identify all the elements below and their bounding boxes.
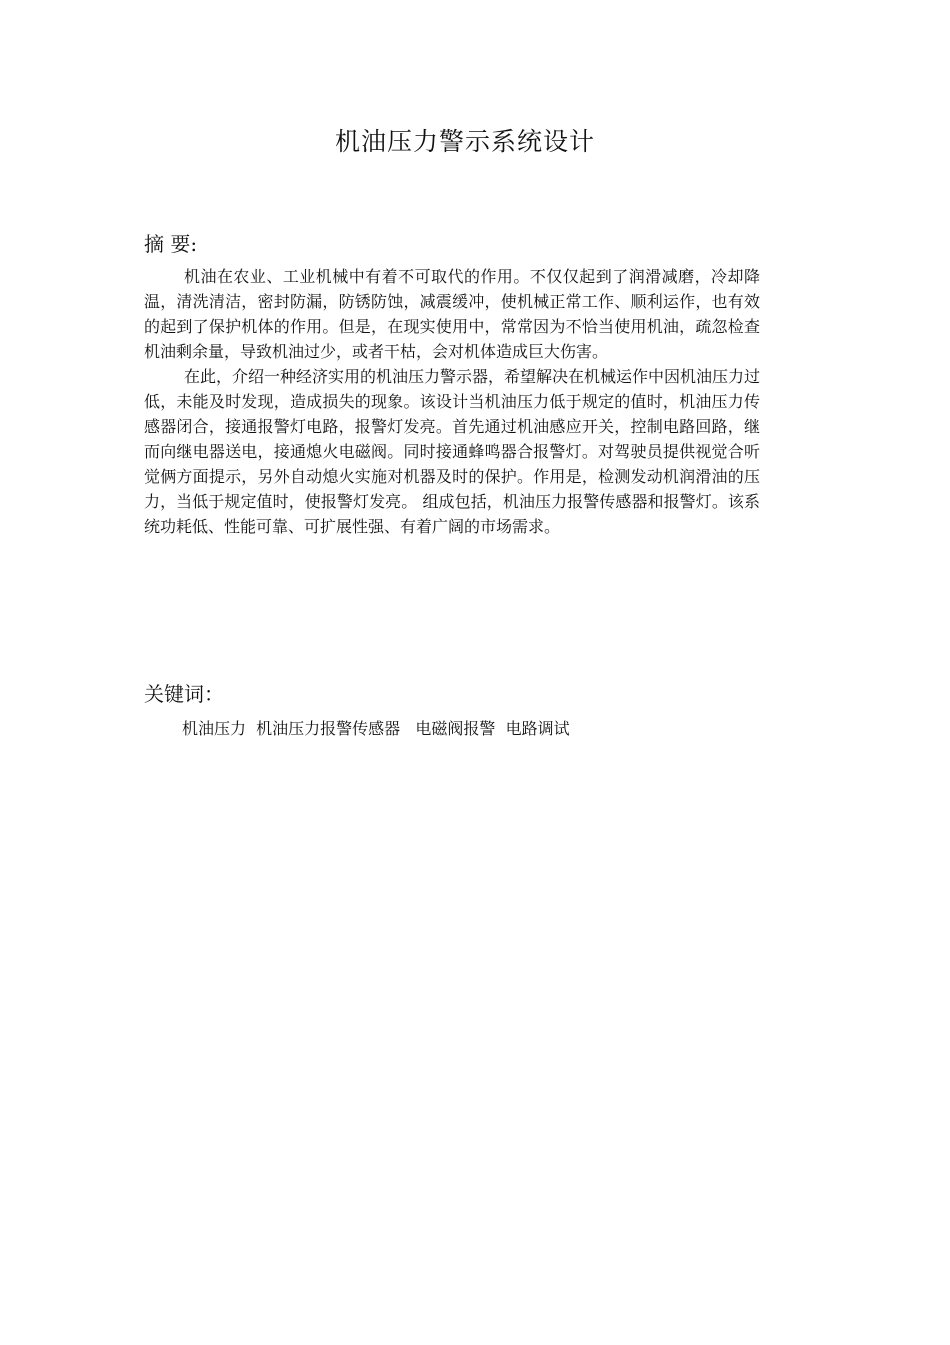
abstract-paragraph-1: 机油在农业、工业机械中有着不可取代的作用。不仅仅起到了润滑减磨，冷却降温，清洗清洁，密封防漏，防锈防蚀，减震缓冲，使机械正常工作、顺利运作，也有效的起到了保护机体的作用。但是，在现实使用中，常常因为不恰当使用机油，疏忽检查机油剩余量，导致机油过少，或者干枯，会对机体造成巨大伤害。 [144, 267, 760, 361]
abstract-body [144, 264, 760, 539]
keywords-list: 机油压力 机油压力报警传感器 电磁阀报警 电路调试 [182, 719, 570, 738]
document-title: 机油压力警示系统设计 [334, 127, 595, 156]
abstract-paragraph-2: 在此，介绍一种经济实用的机油压力警示器，希望解决在机械运作中因机油压力过低，未能及时发现，造成损失的现象。该设计当机油压力低于规定的值时，机油压力传感器闭合，接通报警灯电路，报警灯发亮。首先通过机油感应开关，控制电路回路，继而向继电器送电，接通熄火电磁阀。同时接通蜂鸣器合报警灯。对驾驶员提供视觉合听觉俩方面提示，另外自动熄火实施对机器及时的保护。作用是，检测发动机润滑油的压力，当低于规定值时，使报警灯发亮。 组成包括，机油压力报警传感器和报警灯。该系统功耗低、性能可靠、可扩展性强、有着广阔的市场需求。 [144, 367, 761, 536]
keywords-heading: 关键词： [144, 682, 224, 706]
abstract-heading: 摘 要: [144, 232, 198, 256]
